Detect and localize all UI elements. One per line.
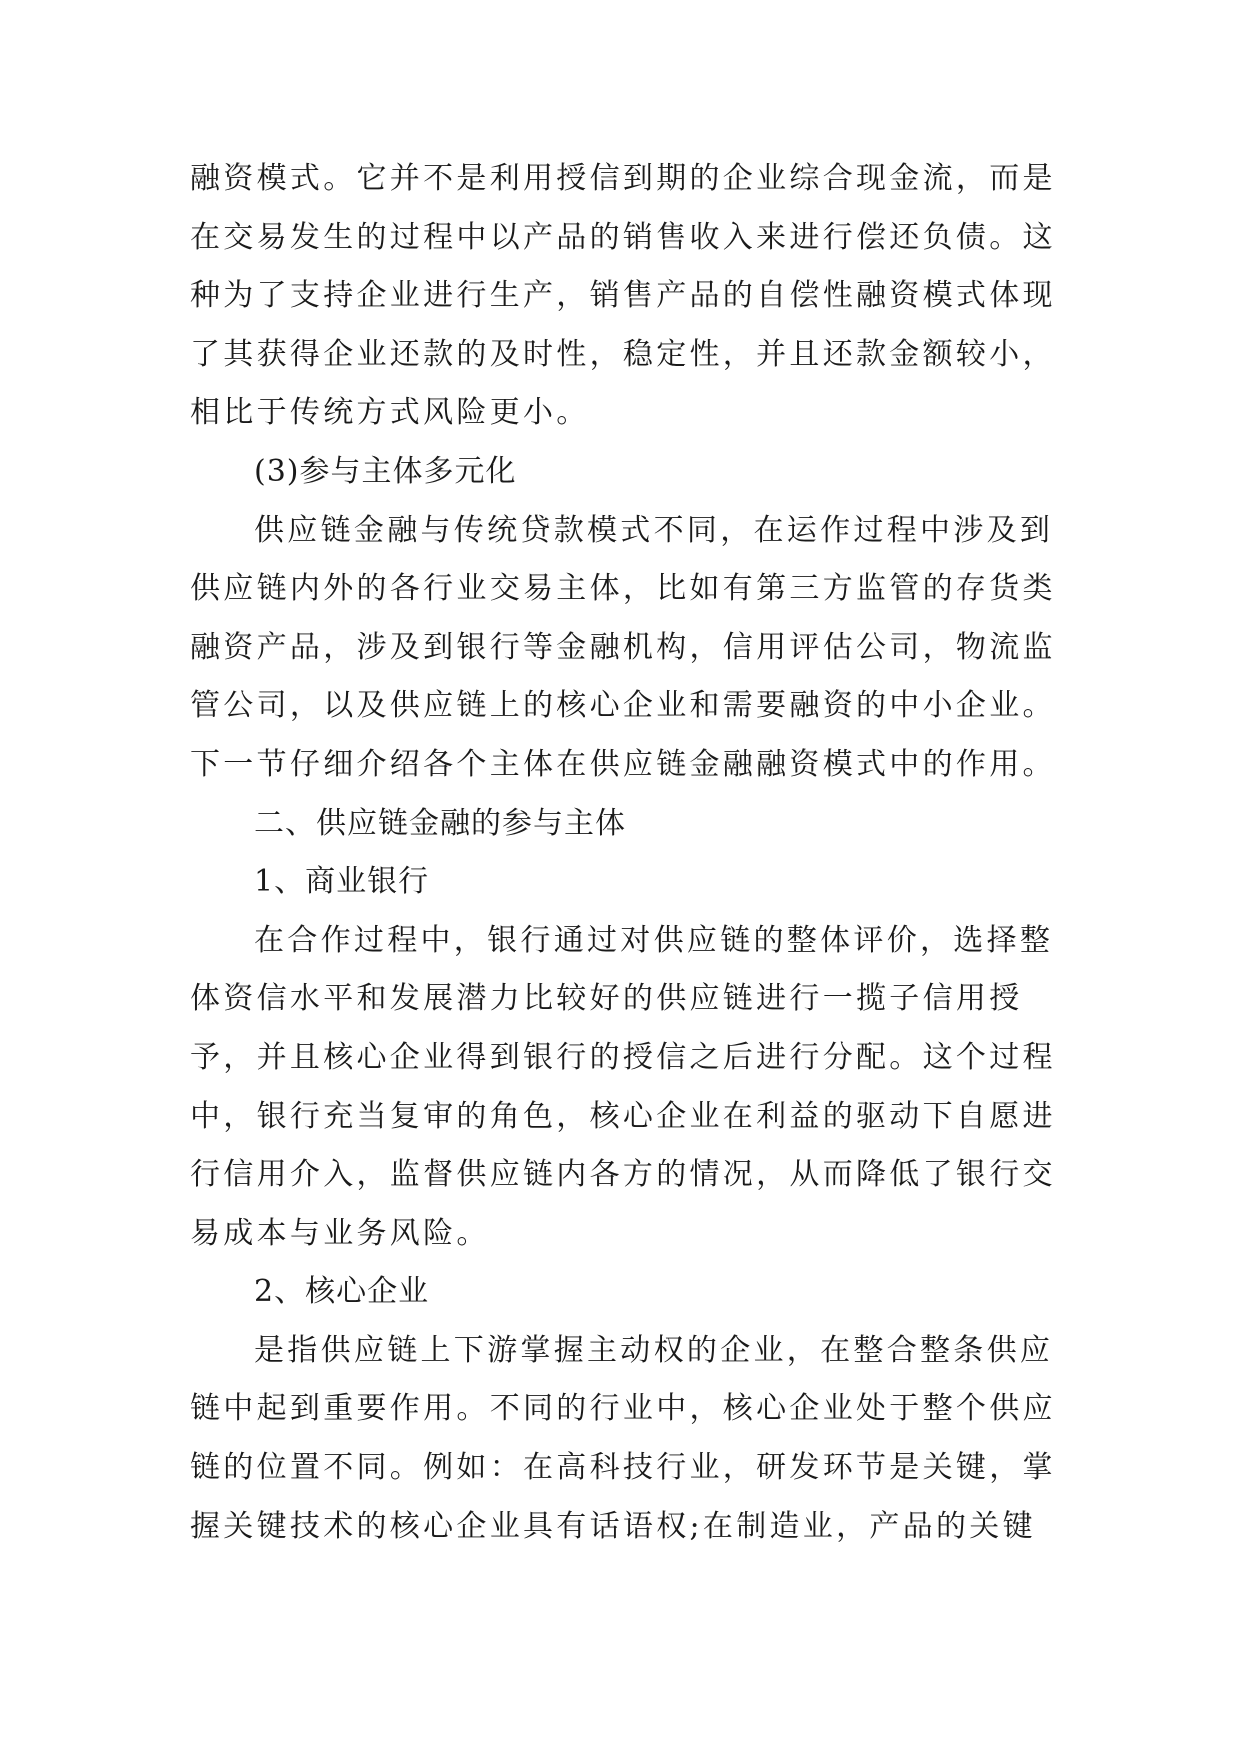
subheading-core-enterprise: 2、核心企业	[254, 1274, 430, 1310]
paragraph-continued	[190, 150, 1060, 443]
text-line: 易成本与业务风险。	[190, 1215, 490, 1251]
text-line: 种为了支持企业进行生产，销售产品的自偿性融资模式体现	[190, 278, 1056, 314]
text-line: 下一节仔细介绍各个主体在供应链金融融资模式中的作用。	[190, 746, 1056, 782]
text-line: 管公司，以及供应链上的核心企业和需要融资的中小企业。	[190, 688, 1056, 724]
text-line: 握关键技术的核心企业具有话语权;在制造业，产品的关键	[190, 1508, 1036, 1544]
section-heading-participants: 二、供应链金融的参与主体	[254, 805, 626, 841]
paragraph-participants	[190, 502, 1060, 795]
text-line: 予，并且核心企业得到银行的授信之后进行分配。这个过程	[190, 1039, 1056, 1075]
text-line: 链中起到重要作用。不同的行业中，核心企业处于整个供应	[190, 1391, 1056, 1427]
text-line: 融资模式。它并不是利用授信到期的企业综合现金流，而是	[190, 161, 1056, 196]
paragraph-core-enterprise	[190, 1322, 1060, 1556]
text-line: 链的位置不同。例如：在高科技行业，研发环节是关键，掌	[190, 1450, 1056, 1486]
text-line: 在交易发生的过程中以产品的销售收入来进行偿还负债。这	[190, 219, 1056, 255]
heading-participants-diversified: (3)参与主体多元化	[254, 453, 517, 489]
text-line: 中，银行充当复审的角色，核心企业在利益的驱动下自愿进	[190, 1098, 1056, 1134]
text-line: 在合作过程中，银行通过对供应链的整体评价，选择整	[254, 922, 1054, 958]
text-line: 了其获得企业还款的及时性，稳定性，并且还款金额较小，	[190, 336, 1056, 372]
text-line: 融资产品，涉及到银行等金融机构，信用评估公司，物流监	[190, 629, 1056, 665]
document-page	[190, 150, 1060, 1556]
text-line: 是指供应链上下游掌握主动权的企业，在整合整条供应	[254, 1332, 1054, 1368]
text-line: 行信用介入，监督供应链内各方的情况，从而降低了银行交	[190, 1157, 1056, 1193]
text-line: 供应链金融与传统贷款模式不同，在运作过程中涉及到	[254, 512, 1054, 548]
text-line: 体资信水平和发展潜力比较好的供应链进行一揽子信用授	[190, 981, 1023, 1017]
subheading-commercial-bank: 1、商业银行	[254, 864, 430, 900]
text-line: 相比于传统方式风险更小。	[190, 395, 590, 431]
text-line: 供应链内外的各行业交易主体，比如有第三方监管的存货类	[190, 571, 1056, 607]
paragraph-bank	[190, 912, 1060, 1264]
